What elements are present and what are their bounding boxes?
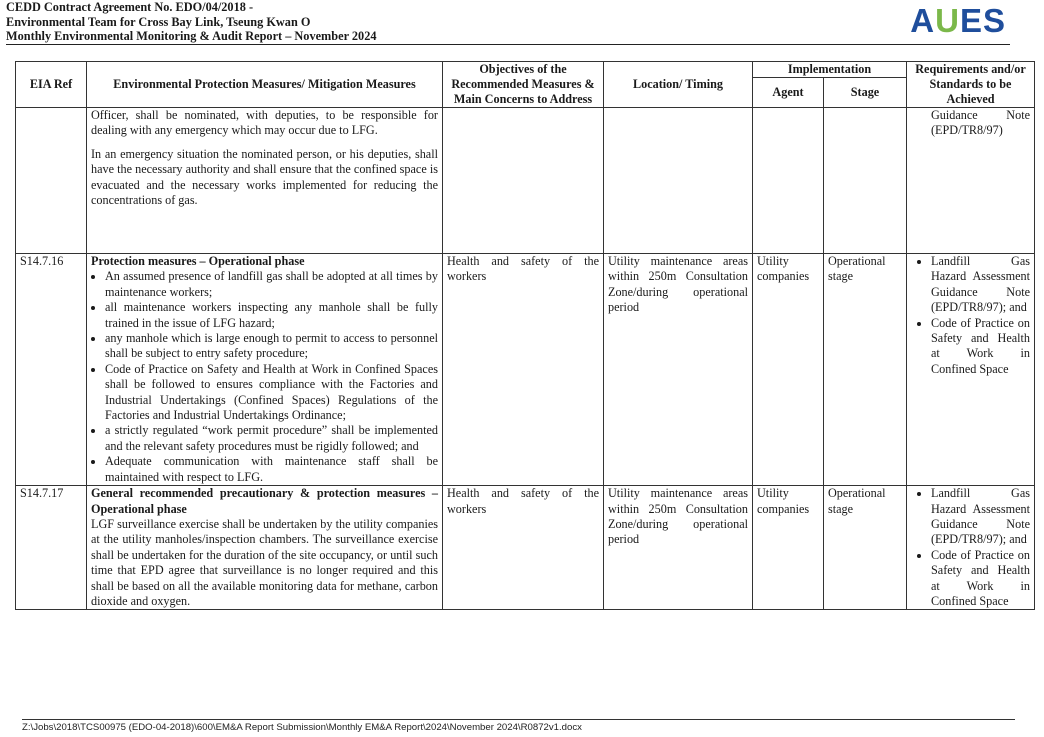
- aues-logo: AUES: [910, 2, 1006, 39]
- list-item: • Code of Practice on Safety and Health at Work in Confined Space: [931, 548, 1030, 610]
- list-item: • a strictly regulated “work permit procedure” shall be implemented and the relevant safety procedures must be rigidly followed; and: [105, 423, 438, 454]
- stage-cell: [824, 108, 907, 254]
- agent-cell: Utility companies: [753, 486, 824, 610]
- col-header-measures: Environmental Protection Measures/ Mitigation Measures: [87, 62, 443, 108]
- team-line: Environmental Team for Cross Bay Link, Tseung Kwan O: [6, 14, 311, 29]
- table-row: [16, 254, 1035, 486]
- list-item: • Landfill Gas Hazard Assessment Guidance Note (EPD/TR8/97); and: [931, 486, 1030, 548]
- col-header-agent: Agent: [753, 78, 824, 108]
- col-header-implementation: Implementation: [753, 62, 907, 78]
- location-cell: Utility maintenance areas within 250m Consultation Zone/during operational period: [604, 486, 753, 610]
- requirements-cell: [907, 486, 1035, 610]
- footer-divider: [22, 719, 1015, 720]
- measure-title: General recommended precautionary & protection measures – Operational phase: [91, 486, 438, 516]
- ref-cell: S14.7.17: [16, 486, 87, 610]
- objectives-cell: Health and safety of the workers: [443, 486, 604, 610]
- contract-line: CEDD Contract Agreement No. EDO/04/2018 -: [6, 0, 254, 14]
- agent-cell: Utility companies: [753, 254, 824, 486]
- measures-cell: [87, 486, 443, 610]
- footer-file-path: Z:\Jobs\2018\TCS00975 (EDO-04-2018)\600\EM&A Report Submission\Monthly EM&A Report\2024\November 2024\R0872v1.docx: [22, 722, 582, 733]
- stage-cell: Operational stage: [824, 254, 907, 486]
- report-title-line: Monthly Environmental Monitoring & Audit Report – November 2024: [6, 29, 377, 44]
- table-row: [16, 108, 1035, 254]
- location-cell: [604, 108, 753, 254]
- header-row: [16, 62, 1035, 78]
- col-header-location: Location/ Timing: [604, 62, 753, 108]
- col-header-requirements: Requirements and/or Standards to be Achieved: [907, 62, 1035, 108]
- objectives-cell: [443, 108, 604, 254]
- col-header-eia-ref: EIA Ref: [16, 62, 87, 108]
- header-divider: [6, 44, 1010, 45]
- location-cell: Utility maintenance areas within 250m Consultation Zone/during operational period: [604, 254, 753, 486]
- requirement-continued: Guidance Note (EPD/TR8/97): [931, 108, 1030, 138]
- list-item: • An assumed presence of landfill gas shall be adopted at all times by maintenance workers;: [105, 269, 438, 300]
- measures-cell: [87, 254, 443, 486]
- col-header-stage: Stage: [824, 78, 907, 108]
- list-item: • any manhole which is large enough to permit to access to personnel shall be subject to entry safety procedure;: [105, 331, 438, 362]
- requirement-list: [911, 254, 1030, 377]
- measure-paragraph: Officer, shall be nominated, with deputies, to be responsible for dealing with any emergency which may occur due to LFG.: [91, 108, 438, 138]
- measures-cell: [87, 108, 443, 254]
- stage-cell: Operational stage: [824, 486, 907, 610]
- list-item: • Adequate communication with maintenance staff shall be maintained with respect to LFG.: [105, 454, 438, 485]
- report-header: [6, 0, 377, 44]
- measure-paragraph: LGF surveillance exercise shall be undertaken by the utility companies at the utility manholes/inspection chambers. The surveillance exercise shall be undertaken for the duration of the site occupancy, or until such time that EPD agree that surveillance is no longer required and this shall be based on all the available monitoring data for methane, carbon dioxide and oxygen.: [91, 516, 438, 608]
- list-item: • Landfill Gas Hazard Assessment Guidance Note (EPD/TR8/97); and: [931, 254, 1030, 316]
- requirements-cell: [907, 108, 1035, 254]
- ref-cell: S14.7.16: [16, 254, 87, 486]
- requirements-cell: [907, 254, 1035, 486]
- measure-bullet-list: [91, 269, 438, 485]
- ref-cell: [16, 108, 87, 254]
- measure-title: Protection measures – Operational phase: [91, 254, 305, 268]
- list-item: • all maintenance workers inspecting any manhole shall be fully trained in the issue of LFG hazard;: [105, 300, 438, 331]
- table-row: [16, 486, 1035, 610]
- col-header-objectives: Objectives of the Recommended Measures & Main Concerns to Address: [443, 62, 604, 108]
- list-item: • Code of Practice on Safety and Health at Work in Confined Space: [931, 316, 1030, 378]
- measure-paragraph: In an emergency situation the nominated person, or his deputies, shall have the necessary authority and shall ensure that the confined space is evacuated and the necessary works implemented for reducing the concentrations of gas.: [91, 146, 438, 208]
- agent-cell: [753, 108, 824, 254]
- requirement-list: [911, 486, 1030, 609]
- objectives-cell: Health and safety of the workers: [443, 254, 604, 486]
- mitigation-measures-table: [15, 61, 1035, 610]
- list-item: • Code of Practice on Safety and Health at Work in Confined Spaces shall be followed to ensures compliance with the Factories and Industrial Undertakings (Confined Spaces) Regulations of the Factories and Industrial Undertakings Ordinance;: [105, 362, 438, 424]
